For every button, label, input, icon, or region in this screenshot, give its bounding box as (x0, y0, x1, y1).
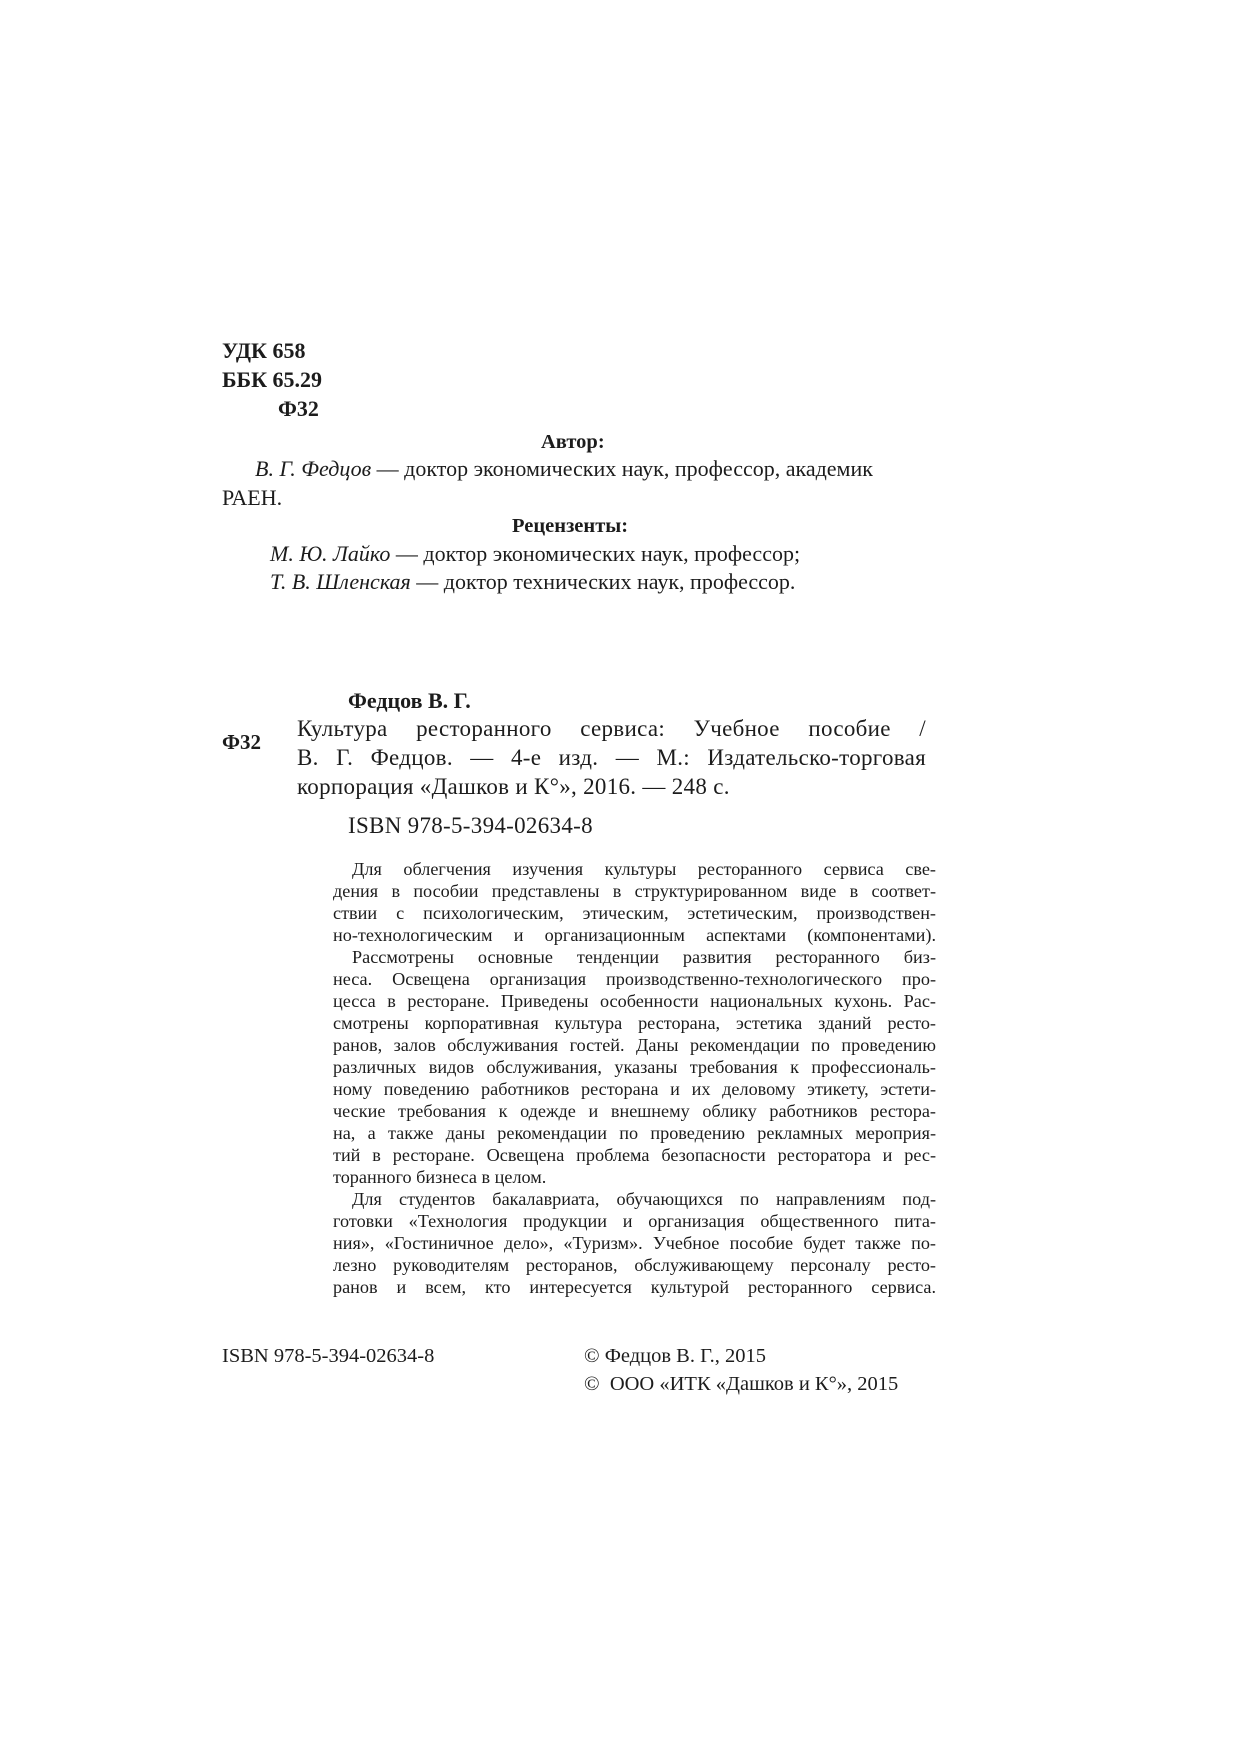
abstract-line: Для студентов бакалавриата, обучающихся по направлениям под- (352, 1189, 936, 1209)
abstract-line: торанного бизнеса в целом. (333, 1167, 547, 1187)
record-author-mark: Ф32 (222, 730, 262, 754)
udk-code: УДК 658 (222, 338, 306, 363)
abstract-line: ческие требования к одежде и внешнему облику работников рестора- (333, 1101, 936, 1121)
copyright-author: © Федцов В. Г., 2015 (584, 1345, 767, 1367)
author-description-cont: РАЕН. (222, 485, 283, 510)
footer-isbn: ISBN 978-5-394-02634-8 (222, 1345, 435, 1367)
record-title-line: корпорация «Дашков и К°», 2016. — 248 с. (297, 774, 730, 799)
abstract-line: ния», «Гостиничное дело», «Туризм». Учебное пособие будет также по- (333, 1233, 936, 1253)
abstract-line: дения в пособии представлены в структурированном виде в соответ- (333, 881, 936, 901)
abstract-line: на, а также даны рекомендации по проведению рекламных мероприя- (333, 1123, 936, 1143)
abstract-line: Для облегчения изучения культуры ресторанного сервиса све- (352, 859, 936, 879)
abstract-line: ствии с психологическим, этическим, эстетическим, производствен- (333, 903, 936, 923)
reviewer-name: Т. В. Шленская (270, 569, 411, 594)
abstract-line: неса. Освещена организация производственно-технологического про- (333, 969, 936, 989)
abstract-line: тий в ресторане. Освещена проблема безопасности ресторатора и рес- (333, 1145, 936, 1165)
record-isbn: ISBN 978-5-394-02634-8 (348, 813, 593, 838)
copyright-publisher: © ООО «ИТК «Дашков и К°», 2015 (584, 1373, 899, 1395)
record-title-line: В. Г. Федцов. — 4-е изд. — М.: Издательско-торговая (297, 745, 926, 770)
abstract-line: смотрены корпоративная культура ресторана, эстетика зданий ресто- (333, 1013, 936, 1033)
reviewer-line (270, 569, 795, 595)
reviewer-line (270, 541, 800, 567)
abstract-line: но-технологическим и организационным аспектами (компонентами). (333, 925, 936, 945)
reviewer-description: — доктор экономических наук, профессор; (390, 541, 801, 566)
abstract-line: ранов и всем, кто интересуется культурой ресторанного сервиса. (333, 1277, 936, 1297)
author-heading: Автор: (541, 431, 605, 453)
reviewer-name: М. Ю. Лайко (270, 541, 391, 566)
abstract-line: лезно руководителям ресторанов, обслуживающему персоналу ресто- (333, 1255, 936, 1275)
bbk-code: ББК 65.29 (222, 367, 323, 392)
abstract-line: готовки «Технология продукции и организация общественного пита- (333, 1211, 936, 1231)
reviewer-description: — доктор технических наук, профессор. (410, 569, 796, 594)
abstract-line: различных видов обслуживания, указаны требования к профессиональ- (333, 1057, 936, 1077)
abstract-line: ному поведению работников ресторана и их деловому этикету, эстети- (333, 1079, 936, 1099)
abstract-line: Рассмотрены основные тенденции развития ресторанного биз- (352, 947, 936, 967)
author-line (255, 456, 873, 482)
record-author: Федцов В. Г. (348, 688, 471, 713)
author-mark: Ф32 (278, 396, 319, 421)
author-description: — доктор экономических наук, профессор, академик (371, 456, 873, 481)
reviewers-heading: Рецензенты: (512, 515, 629, 537)
record-title-line: Культура ресторанного сервиса: Учебное пособие / (297, 716, 926, 741)
author-name: В. Г. Федцов (255, 456, 372, 481)
abstract-line: цесса в ресторане. Приведены особенности национальных кухонь. Рас- (333, 991, 936, 1011)
abstract-line: ранов, залов обслуживания гостей. Даны рекомендации по проведению (333, 1035, 936, 1055)
